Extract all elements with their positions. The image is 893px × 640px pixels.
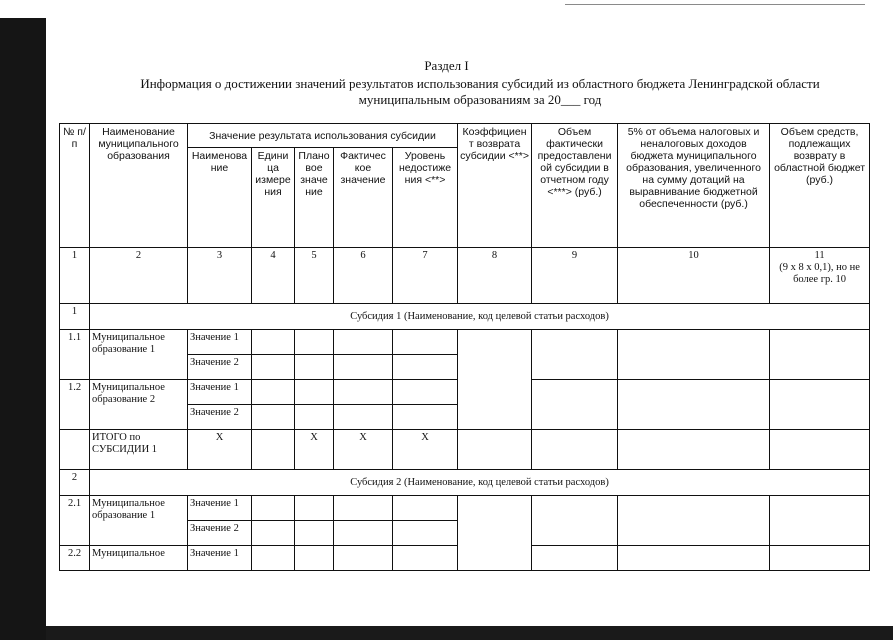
header-level: Уровень недостиже ния <**> — [393, 148, 458, 248]
subsidy-2-label: Субсидия 2 (Наименование, код целевой статьи расходов) — [90, 470, 870, 496]
report-table — [59, 123, 870, 571]
subsidy-1-label: Субсидия 1 (Наименование, код целевой статьи расходов) — [90, 304, 870, 330]
cell-empty — [618, 496, 770, 546]
scan-shadow-left — [0, 18, 46, 640]
cell-empty — [770, 330, 870, 380]
x-mark: X — [188, 430, 252, 470]
cell-empty — [393, 330, 458, 355]
row-value-label: Значение 1 — [188, 546, 252, 571]
header-fact: Фактичес кое значение — [334, 148, 393, 248]
col-number-4: 4 — [252, 248, 295, 304]
cell-empty — [295, 546, 334, 571]
cell-empty — [393, 546, 458, 571]
cell-empty — [295, 330, 334, 355]
cell-empty — [770, 546, 870, 571]
row-value-label: Значение 2 — [188, 355, 252, 380]
header-five-pct: 5% от объема налоговых и неналоговых доходов бюджета муниципального образования, увеличенного на сумму дотаций на выравнивание бюджетной обеспеченности (руб.) — [618, 124, 770, 248]
cell-empty — [393, 496, 458, 521]
cell-empty — [458, 330, 532, 430]
col-number-2: 2 — [90, 248, 188, 304]
cell-empty — [252, 430, 295, 470]
col-number-5: 5 — [295, 248, 334, 304]
cell-empty — [60, 430, 90, 470]
cell-empty — [393, 355, 458, 380]
cell-empty — [334, 405, 393, 430]
row-value-label: Значение 2 — [188, 405, 252, 430]
table-row — [60, 330, 870, 355]
col-number-7: 7 — [393, 248, 458, 304]
cell-empty — [334, 355, 393, 380]
heading-line-1: Информация о достижении значений результатов использования субсидий из областного бюджета Ленинградской области — [140, 76, 820, 91]
cell-empty — [295, 355, 334, 380]
col-number-11-note: (9 x 8 x 0,1), но не более гр. 10 — [779, 262, 860, 285]
cell-empty — [334, 380, 393, 405]
cell-empty — [252, 355, 295, 380]
header-volume: Объем фактически предоставлени ой субсидии в отчетном году <***> (руб.) — [532, 124, 618, 248]
row-mo-2-2: Муниципальное — [90, 546, 188, 571]
cell-empty — [334, 546, 393, 571]
total-label: ИТОГО по СУБСИДИИ 1 — [90, 430, 188, 470]
cell-empty — [295, 521, 334, 546]
x-mark: X — [393, 430, 458, 470]
cell-empty — [458, 430, 532, 470]
scan-shadow-bottom — [46, 626, 893, 640]
subsidy-2-row — [60, 470, 870, 496]
cell-empty — [618, 546, 770, 571]
row-value-label: Значение 1 — [188, 330, 252, 355]
cell-empty — [532, 330, 618, 380]
cell-empty — [618, 330, 770, 380]
cell-empty — [252, 496, 295, 521]
cell-empty — [252, 330, 295, 355]
row-num-2-1: 2.1 — [60, 496, 90, 546]
cell-empty — [252, 380, 295, 405]
column-numbers-row — [60, 248, 870, 304]
cell-empty — [393, 380, 458, 405]
cell-empty — [393, 521, 458, 546]
row-num-1-2: 1.2 — [60, 380, 90, 430]
section-title: Раздел I — [424, 58, 469, 73]
row-value-label: Значение 1 — [188, 496, 252, 521]
cell-empty — [252, 546, 295, 571]
cell-empty — [295, 405, 334, 430]
col-number-8: 8 — [458, 248, 532, 304]
cell-empty — [532, 430, 618, 470]
header-unit: Едини ца измере ния — [252, 148, 295, 248]
total-row — [60, 430, 870, 470]
col-number-11-value: 11 — [814, 250, 825, 261]
row-num-1-1: 1.1 — [60, 330, 90, 380]
x-mark: X — [295, 430, 334, 470]
col-number-3: 3 — [188, 248, 252, 304]
col-number-11 — [770, 248, 870, 304]
row-value-label: Значение 1 — [188, 380, 252, 405]
document-heading — [90, 76, 870, 108]
row-mo-2-1: Муниципальное образование 1 — [90, 496, 188, 546]
cell-empty — [532, 546, 618, 571]
header-name: Наименова ние — [188, 148, 252, 248]
subsidy-1-row — [60, 304, 870, 330]
cell-empty — [295, 380, 334, 405]
cell-empty — [770, 380, 870, 430]
header-num: № п/п — [60, 124, 90, 248]
col-number-6: 6 — [334, 248, 393, 304]
scan-edge-line — [565, 4, 865, 5]
cell-empty — [393, 405, 458, 430]
cell-empty — [295, 496, 334, 521]
cell-empty — [532, 496, 618, 546]
row-value-label: Значение 2 — [188, 521, 252, 546]
header-refund: Объем средств, подлежащих возврату в областной бюджет (руб.) — [770, 124, 870, 248]
cell-empty — [334, 496, 393, 521]
header-row-1 — [60, 124, 870, 148]
col-number-1: 1 — [60, 248, 90, 304]
row-num-2-2: 2.2 — [60, 546, 90, 571]
cell-empty — [458, 496, 532, 571]
header-plan: Плано вое значе ние — [295, 148, 334, 248]
header-result-group: Значение результата использования субсидии — [188, 124, 458, 148]
table-row — [60, 496, 870, 521]
cell-empty — [618, 430, 770, 470]
row-mo-1-2: Муниципальное образование 2 — [90, 380, 188, 430]
cell-empty — [770, 430, 870, 470]
subsidy-2-num: 2 — [60, 470, 90, 496]
cell-empty — [334, 330, 393, 355]
cell-empty — [252, 521, 295, 546]
cell-empty — [532, 380, 618, 430]
subsidy-1-num: 1 — [60, 304, 90, 330]
col-number-10: 10 — [618, 248, 770, 304]
header-coef: Коэффициен т возврата субсидии <**> — [458, 124, 532, 248]
cell-empty — [618, 380, 770, 430]
header-mo-name: Наименование муниципального образования — [90, 124, 188, 248]
cell-empty — [770, 496, 870, 546]
x-mark: X — [334, 430, 393, 470]
cell-empty — [252, 405, 295, 430]
cell-empty — [334, 521, 393, 546]
row-mo-1-1: Муниципальное образование 1 — [90, 330, 188, 380]
col-number-9: 9 — [532, 248, 618, 304]
heading-line-2: муниципальным образованиям за 20___ год — [358, 92, 602, 107]
